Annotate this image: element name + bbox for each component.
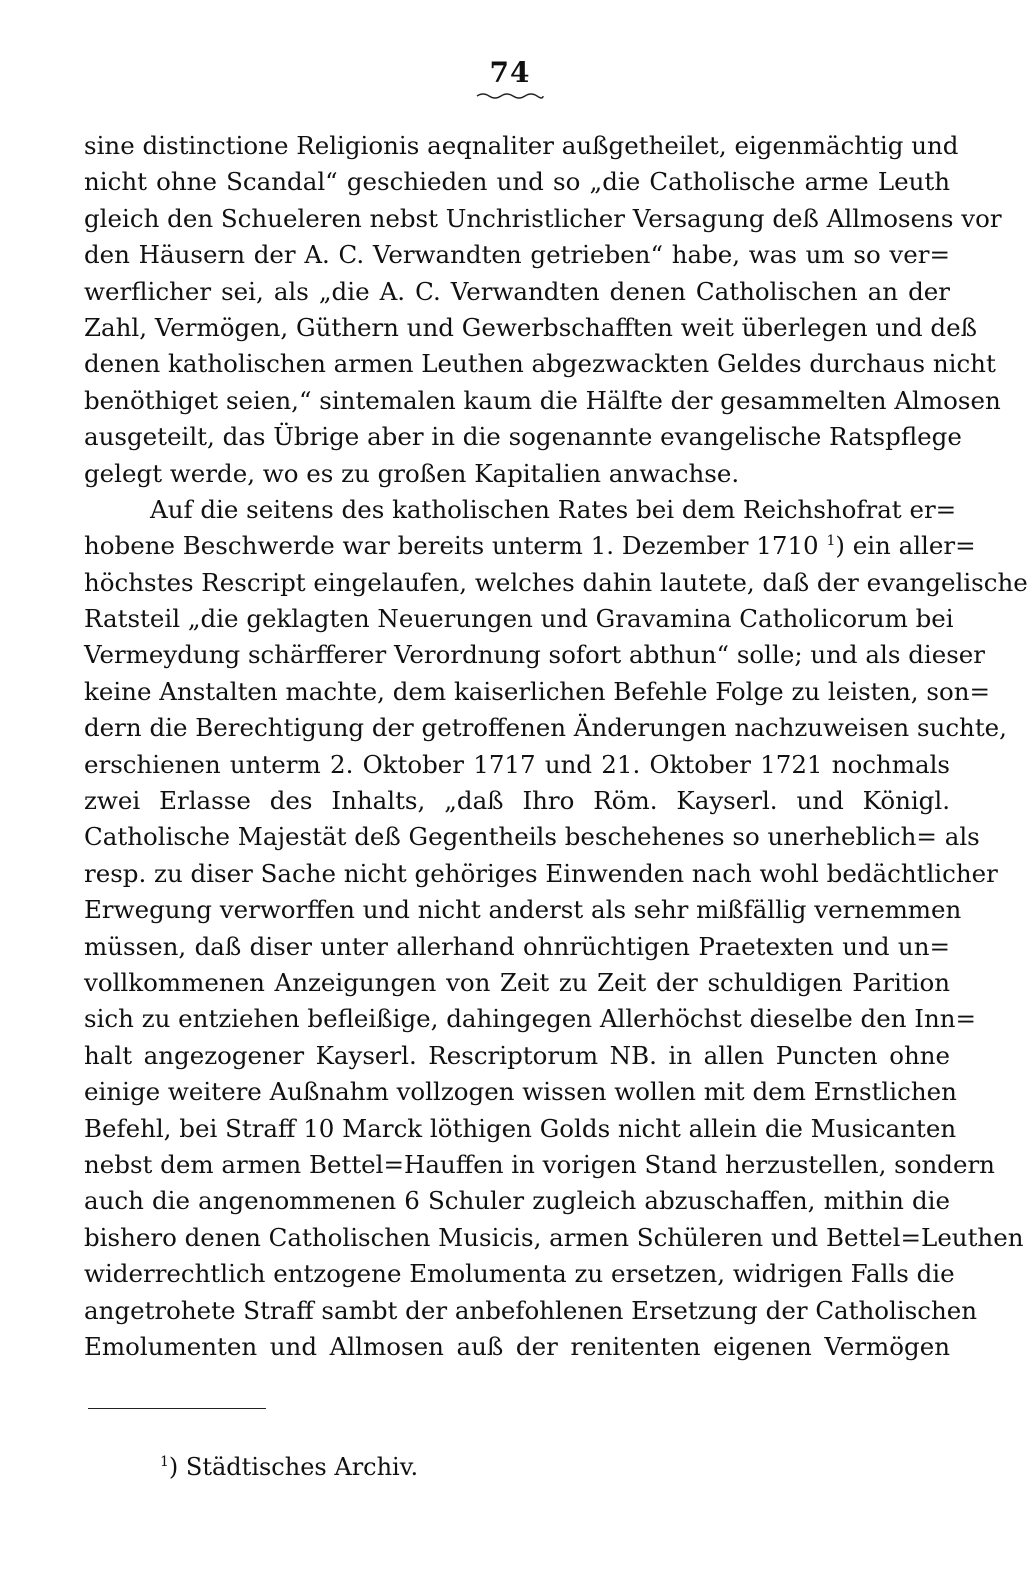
text-line: bishero denen Catholischen Musicis, armen Schüleren und Bettel=Leuthen — [84, 1222, 1024, 1252]
text-line: nicht ohne Scandal“ geschieden und so „die Catholische arme Leuth — [84, 167, 950, 197]
text-line-segment: hobene Beschwerde war bereits unterm 1. Dezember 1710 — [84, 531, 819, 561]
text-line: nebst dem armen Bettel=Hauffen in vorigen Stand herzustellen, sondern — [84, 1149, 995, 1179]
text-line: keine Anstalten machte, dem kaiserlichen Befehle Folge zu leisten, son= — [84, 676, 990, 706]
text-line: benöthiget seien,“ sintemalen kaum die Hälfte der gesammelten Almosen — [84, 385, 1001, 415]
text-line: vollkommenen Anzeigungen von Zeit zu Zeit der schuldigen Parition — [84, 967, 950, 997]
footnote-divider — [88, 1408, 266, 1409]
text-line: den Häusern der A. C. Verwandten getrieben“ habe, was um so ver= — [84, 240, 950, 270]
footnote-ref-marker: 1 — [826, 533, 836, 550]
text-line-segment: ) ein aller= — [835, 531, 976, 561]
footnote-text: ) Städtisches Archiv. — [168, 1453, 419, 1481]
text-line: Auf die seitens des katholischen Rates bei dem Reichshofrat er= — [150, 494, 957, 524]
text-line: Erwegung verworffen und nicht anderst als sehr mißfällig vernemmen — [84, 895, 962, 925]
text-line-with-footnote-ref — [84, 528, 976, 564]
text-line: angetrohete Straff sambt der anbefohlenen Ersetzung der Catholischen — [84, 1295, 978, 1325]
text-line: höchstes Rescript eingelaufen, welches dahin lautete, daß der evangelische — [84, 567, 1028, 597]
text-line: sich zu entziehen befleißige, dahingegen Allerhöchst dieselbe den Inn= — [84, 1004, 977, 1034]
page-number: 74 — [489, 56, 531, 89]
footnote-marker: 1 — [160, 1454, 169, 1470]
text-line: Zahl, Vermögen, Güthern und Gewerbschafften weit überlegen und deß — [84, 312, 977, 342]
text-line: gelegt werde, wo es zu großen Kapitalien anwachse. — [84, 458, 740, 488]
text-line: müssen, daß diser unter allerhand ohnrüchtigen Praetexten und un= — [84, 931, 950, 961]
text-line: halt angezogener Kayserl. Rescriptorum NB. in allen Puncten ohne — [84, 1040, 950, 1070]
text-line: Befehl, bei Straff 10 Marck löthigen Golds nicht allein die Musicanten — [84, 1113, 957, 1143]
body-text — [84, 128, 1028, 1365]
page-number-flourish — [475, 92, 545, 100]
text-line: dern die Berechtigung der getroffenen Änderungen nachzuweisen suchte, — [84, 713, 1007, 743]
text-line: erschienen unterm 2. Oktober 1717 und 21. Oktober 1721 nochmals — [84, 749, 950, 779]
text-line: ausgeteilt, das Übrige aber in die sogenannte evangelische Ratspflege — [84, 422, 962, 452]
text-line: resp. zu diser Sache nicht gehöriges Einwenden nach wohl bedächtlicher — [84, 858, 998, 888]
text-line: Vermeydung schärfferer Verordnung sofort abthun“ solle; und als dieser — [84, 640, 985, 670]
text-line: denen katholischen armen Leuthen abgezwackten Geldes durchaus nicht — [84, 349, 996, 379]
text-line: einige weitere Außnahm vollzogen wissen wollen mit dem Ernstlichen — [84, 1077, 957, 1107]
text-line: gleich den Schueleren nebst Unchristlicher Versagung deß Allmosens vor — [84, 203, 1002, 233]
text-line: zwei Erlasse des Inhalts, „daß Ihro Röm. Kayserl. und Königl. — [84, 786, 950, 816]
text-line: Ratsteil „die geklagten Neuerungen und Gravamina Catholicorum bei — [84, 604, 954, 634]
text-line: sine distinctione Religionis aeqnaliter außgetheilet, eigenmächtig und — [84, 131, 959, 160]
text-line: Emolumenten und Allmosen auß der renitenten eigenen Vermögen — [84, 1331, 950, 1361]
text-line: auch die angenommenen 6 Schuler zugleich abzuschaffen, mithin die — [84, 1186, 950, 1216]
footnote — [160, 1452, 418, 1482]
text-line: widerrechtlich entzogene Emolumenta zu ersetzen, widrigen Falls die — [84, 1259, 955, 1289]
text-line: Catholische Majestät deß Gegentheils beschehenes so unerheblich= als — [84, 822, 980, 852]
text-line: werflicher sei, als „die A. C. Verwandten denen Catholischen an der — [84, 276, 950, 306]
